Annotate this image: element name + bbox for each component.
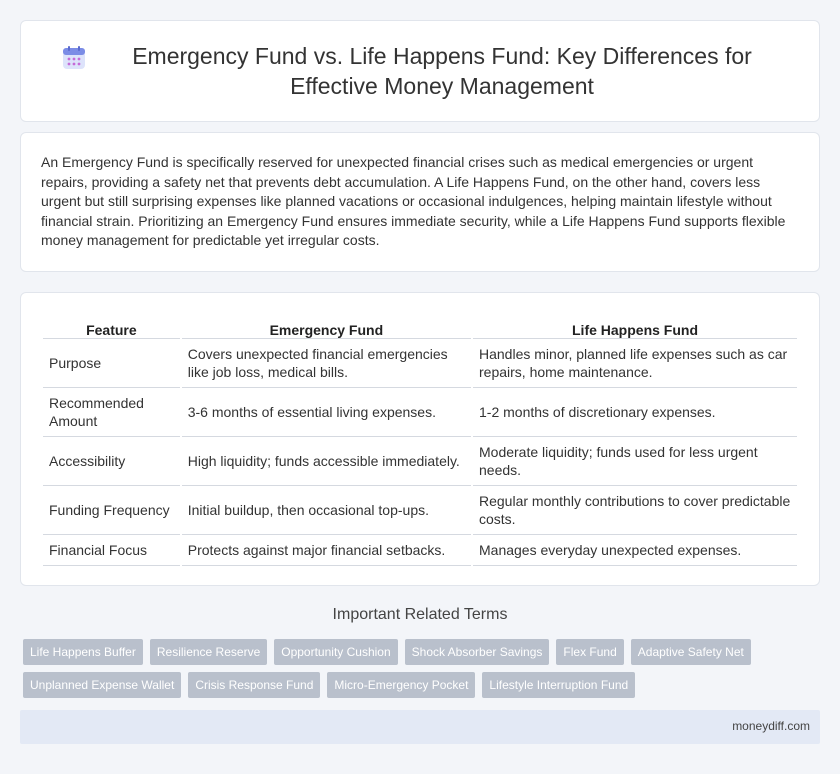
row-feature: Purpose <box>43 339 180 388</box>
comparison-card <box>20 292 820 586</box>
row-emergency: High liquidity; funds accessible immediately. <box>182 437 471 486</box>
tag-resilience-reserve[interactable]: Resilience Reserve <box>150 639 267 665</box>
tag-micro-emergency-pocket[interactable]: Micro-Emergency Pocket <box>327 672 475 698</box>
footer-site-link[interactable]: moneydiff.com <box>732 719 810 733</box>
row-life-happens: Moderate liquidity; funds used for less urgent needs. <box>473 437 797 486</box>
comparison-table <box>41 313 799 566</box>
row-emergency: 3-6 months of essential living expenses. <box>182 388 471 437</box>
tag-life-happens-buffer[interactable]: Life Happens Buffer <box>23 639 143 665</box>
header-life-happens-fund: Life Happens Fund <box>473 313 797 339</box>
calendar-icon <box>61 45 87 71</box>
row-life-happens: 1-2 months of discretionary expenses. <box>473 388 797 437</box>
table-row <box>43 486 797 535</box>
row-feature: Recommended Amount <box>43 388 180 437</box>
tag-adaptive-safety-net[interactable]: Adaptive Safety Net <box>631 639 751 665</box>
table-row <box>43 535 797 566</box>
tag-shock-absorber-savings[interactable]: Shock Absorber Savings <box>405 639 550 665</box>
tag-flex-fund[interactable]: Flex Fund <box>556 639 623 665</box>
related-terms-title: Important Related Terms <box>332 606 508 623</box>
tag-unplanned-expense-wallet[interactable]: Unplanned Expense Wallet <box>23 672 181 698</box>
tag-opportunity-cushion[interactable]: Opportunity Cushion <box>274 639 397 665</box>
intro-paragraph: An Emergency Fund is specifically reserved for unexpected financial crises such as medical emergencies or urgent repairs, providing a safety net that prevents debt accumulation. A Life Happens Fund, on the other hand, covers less urgent but still surprising expenses like planned vacations or occasional indulgences, helping maintain lifestyle without financial strain. Prioritizing an Emergency Fund ensures immediate security, while a Life Happens Fund supports flexible money management for predictable yet irregular costs. <box>41 154 786 248</box>
row-feature: Financial Focus <box>43 535 180 566</box>
row-life-happens: Handles minor, planned life expenses such as car repairs, home maintenance. <box>473 339 797 388</box>
row-feature: Accessibility <box>43 437 180 486</box>
header-card <box>20 20 820 122</box>
tag-crisis-response-fund[interactable]: Crisis Response Fund <box>188 672 320 698</box>
table-row <box>43 339 797 388</box>
intro-card <box>20 132 820 272</box>
header-feature: Feature <box>43 313 180 339</box>
header-emergency-fund: Emergency Fund <box>182 313 471 339</box>
table-header-row <box>43 313 797 339</box>
row-life-happens: Regular monthly contributions to cover predictable costs. <box>473 486 797 535</box>
related-terms-tags <box>23 639 823 698</box>
table-row <box>43 388 797 437</box>
tag-lifestyle-interruption-fund[interactable]: Lifestyle Interruption Fund <box>482 672 635 698</box>
footer-bar <box>20 710 820 744</box>
row-life-happens: Manages everyday unexpected expenses. <box>473 535 797 566</box>
row-emergency: Covers unexpected financial emergencies like job loss, medical bills. <box>182 339 471 388</box>
page-title: Emergency Fund vs. Life Happens Fund: Key Differences for Effective Money Management <box>132 43 752 99</box>
table-row <box>43 437 797 486</box>
row-emergency: Protects against major financial setbacks. <box>182 535 471 566</box>
row-feature: Funding Frequency <box>43 486 180 535</box>
row-emergency: Initial buildup, then occasional top-ups. <box>182 486 471 535</box>
